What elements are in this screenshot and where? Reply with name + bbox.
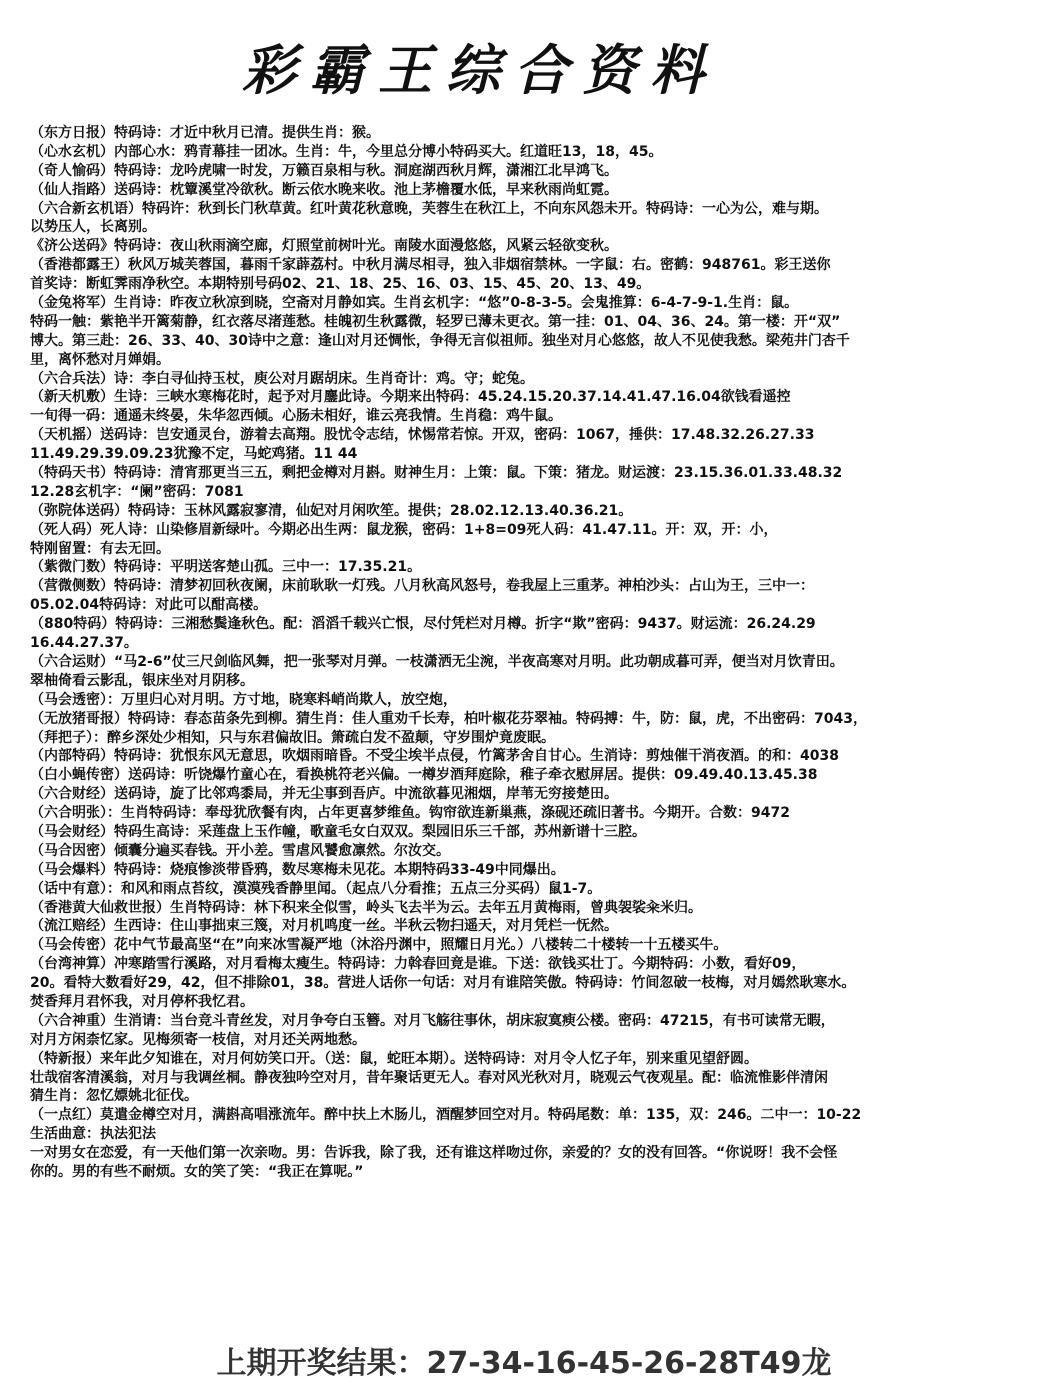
text-line: 05.02.04特码诗：对此可以酣高楼。: [30, 597, 268, 614]
text-line: （无放猪哥报）特码诗：春态苗条先到柳。猜生肖：佳人重劝千长寿，柏叶椒花芬翠袖。特码搏：牛，防：鼠，虎，不出密码：7043，: [30, 710, 867, 727]
text-line: （一点红）莫遣金樽空对月，满斟高唱涨流年。醉中扶上木肠儿，酒醒梦回空对月。特码尾数：单：135，双：246。二中一：10-22: [30, 1107, 862, 1124]
last-draw-result: 上期开奖结果：27-34-16-45-26-28T49龙: [216, 1346, 832, 1381]
text-line: 首奖诗：断虹霁雨净秋空。本期特别号码02、21、18、25、16、03、15、45、20、13、49。: [30, 276, 651, 293]
text-line: 《济公送码》特码诗：夜山秋雨滴空廊，灯照堂前树叶光。南陵水面漫悠悠，风紧云轻欲变秋。: [30, 238, 618, 255]
text-line: （台湾神算）冲寒踏雪行溪路，对月看梅太瘦生。特码诗：力斡春回竟是谁。下送：欲钱买壮丁。今期特码：小数，看好09，: [30, 956, 806, 973]
text-line: （六合兵法）诗：李白寻仙持玉杖，庾公对月踞胡床。生肖奇计：鸡。守；蛇兔。: [30, 370, 534, 387]
text-line: （六合财经）送码诗，旋了比邻鸡黍局，并无尘事到吾庐。中流欲暮见湘烟，岸苇无穷接楚田。: [30, 786, 618, 803]
text-line: 里，离怀愁对月婵娟。: [30, 351, 170, 368]
text-line: （马会传密）花中气节最高坚“在”向来冰雪凝严地（沐浴丹渊中，照耀日月光。）八楼转二十楼转一十五楼买牛。: [30, 937, 728, 954]
text-line: （六合神重）生消请：当台竞斗青丝发，对月争夸白玉簪。对月飞觞往事休，胡床寂寞瘐公楼。密码：47215，有书可读常无暇，: [30, 1012, 835, 1029]
text-line: （营微侧数）特码诗：清梦初回秋夜阑，床前耿耿一灯残。八月秋高风怒号，卷我屋上三重茅。神柏沙头：占山为王，三中一：: [30, 578, 814, 595]
text-line: （马合因密）倾囊分遍买春钱。开小差。雪虐风饕愈凛然。尔汝交。: [30, 842, 450, 859]
text-line: （东方日报）特码诗：才近中秋月已清。提供生肖：猴。: [30, 125, 380, 141]
page-title: 彩霸王综合资料: [242, 38, 718, 102]
text-line: 16.44.27.37。: [30, 635, 138, 652]
text-line: 一对男女在恋爱，有一天他们第一次亲吻。男：告诉我，除了我，还有谁这样吻过你，亲爱的？女的没有回答。“你说呀！我不会怪: [30, 1145, 838, 1162]
text-line: （马会透密）：万里归心对月明。方寸地，晓寒料峭尚欺人，放空炮，: [30, 691, 457, 708]
text-line: 特码一触：紫艳半开篱菊静，红衣落尽渚莲愁。桂魄初生秋露微，轻罗已薄未更衣。第一挂：01、04、36、24。第一楼：开“双”: [30, 313, 841, 330]
text-line: （880特码）特码诗：三湘愁鬓逢秋色。配：滔滔千载兴亡恨，尽付凭栏对月樽。折字“欺”密码：9437。财运流：26.24.29: [30, 616, 816, 633]
text-line: 壮哉宿客清溪翁，对月与我调丝桐。静夜独吟空对月，昔年聚话更无人。春对风光秋对月，晓观云气夜观星。配：临流惟影伴清闲: [30, 1069, 828, 1086]
text-line: （六合明张）：生肖特码诗：奉母犹欣餐有肉，占年更喜梦维鱼。钩帘欲连新巢燕，涤砚还疏旧著书。今期开。合数：9472: [30, 805, 790, 822]
text-line: （新天机敷）生诗：三峡水寒梅花时，起予对月鏖此诗。今期来出特码：45.24.15.20.37.14.41.47.16.04欲钱看遥控: [30, 389, 791, 406]
text-line: （天机摇）送码诗：岂安通灵台，游着去高翔。股忧令志结，怵惕常若惊。开双，密码：1067，捶供：17.48.32.26.27.33: [30, 427, 815, 444]
text-line: 你的。男的有些不耐烦。女的笑了笑：“我正在算呢。”: [30, 1163, 364, 1180]
text-line: （马会爆料）特码诗：烧痕惨淡带昏鸦，数尽寒梅未见花。本期特码33-49中同爆出。: [30, 861, 565, 878]
text-line: 对月方闲柰忆家。见梅须寄一枝信，对月还关两地愁。: [30, 1031, 366, 1048]
text-line: （六合运财）“马2-6”仗三尺剑临风舞，把一张琴对月弹。一枝潇洒无尘涴，半夜高寒对月明。此功朝成暮可弄，便当对月饮青田。: [30, 653, 844, 670]
text-line: （死人码）死人诗：山染修眉新绿叶。今期必出生两：鼠龙猴，密码：1+8=09死人码：41.47.11。开：双，开：小，: [30, 521, 778, 538]
text-line: 以势压人，长离别。: [30, 219, 156, 236]
text-line: （马会财经）特码生高诗：采莲盘上玉作幢，歌童毛女白双双。梨园旧乐三千部，苏州新谱十三腔。: [30, 823, 646, 840]
text-line: （特新报）来年此夕知谁在，对月何妨笑口开。（送：鼠，蛇旺本期）。送特码诗：对月令人忆子年，别来重见望舒圆。: [30, 1050, 758, 1067]
text-line: （六合新玄机语）特码许：秋到长门秋草黄。红叶黄花秋意晚，芙蓉生在秋江上，不向东风怨未开。特码诗：一心为公，难与期。: [30, 200, 828, 217]
text-line: （心水玄机）内部心水：鸦青幕挂一团冰。生肖：牛，今里总分博小特码买大。红道旺13，18，45。: [30, 143, 663, 160]
body-text: [30, 124, 1048, 1182]
text-line: （弥院体送码）特码诗：玉林风露寂寥清，仙妃对月闲吹笙。提供；28.02.12.13.40.36.21。: [30, 502, 633, 519]
text-line: 20。看特大数看好29，42，但不排除01，38。营进人话你一句话：对月有谁陪笑傲。特码诗：竹间忽破一枝梅，对月嫣然耿寒水。: [30, 975, 856, 992]
text-line: 猜生肖：忽忆嫖姚北征伐。: [30, 1088, 198, 1105]
text-line: 12.28玄机字：“阑”密码：7081: [30, 483, 244, 500]
text-line: （话中有意）：和风和雨点苔纹，漠漠残香静里闻。（起点八分看推；五点三分买码）鼠1-7。: [30, 880, 602, 897]
text-line: 焚香拜月君怀我，对月停杯我忆君。: [30, 993, 254, 1010]
text-line: 特刚留置：有去无回。: [30, 540, 170, 557]
text-line: （特码天书）特码诗：清宵那更当三五，剩把金樽对月斟。财神生月：上策：鼠。下策：猪龙。财运渡：23.15.36.01.33.48.32: [30, 465, 843, 482]
text-line: 生活曲意：执法犯法: [30, 1126, 156, 1143]
text-line: （香港黄大仙救世报）生肖特码诗：林下积来全似雪，岭头飞去半为云。去年五月黄梅雨，曾典袈裟籴米归。: [30, 899, 702, 916]
text-line: （仙人指路）送码诗：枕簟溪堂冷欲秋。断云依水晚来收。池上茅檐覆水低，早来秋雨尚虹霓。: [30, 181, 618, 198]
text-line: 11.49.29.39.09.23犹豫不定，马蛇鸡猪。11 44: [30, 446, 358, 463]
text-line: （白小蝇传密）送码诗：听饶爆竹童心在，看换桃符老兴偏。一樽岁酒拜庭除，稚子牵衣慰屏居。提供：09.49.40.13.45.38: [30, 767, 818, 784]
text-line: 一旬得一码：通遥未终晏，朱华忽西倾。心肠未相好，谁云亮我情。生肖稳：鸡牛鼠。: [30, 408, 562, 425]
text-line: （紫微门数）特码诗：平明送客楚山孤。三中一：17.35.21。: [30, 559, 422, 576]
text-line: 博大。第三赴：26、33、40、30诗中之意：逢山对月还惆怅，争得无言似祖师。独坐对月心悠悠，故人不见使我愁。梁苑井门杏千: [30, 332, 850, 349]
text-line: （内部特码）特码诗：犹恨东风无意思，吹烟雨暗昏。不受尘埃半点侵，竹篱茅舍自甘心。生消诗：剪烛催干消夜酒。的和：4038: [30, 748, 839, 765]
text-line: （金兔将军）生肖诗：昨夜立秋凉到晓，空斋对月静如宾。生肖玄机字：“悠”0-8-3-5。会鬼推算：6-4-7-9-1.生肖：鼠。: [30, 295, 799, 312]
text-line: （流江赔经）生西诗：住山事拙束三篾，对月机鸣度一丝。半秋云物扫遥天，对月凭栏一怃然。: [30, 918, 618, 935]
text-line: 翠柚倚看云影乱，银床坐对月阴移。: [30, 672, 254, 689]
text-line: （香港都露王）秋风万城芙蓉国，暮雨千家薜荔村。中秋月满尽相寻，独入非烟宿禁林。一字鼠：右。密鹤：948761。彩王送你: [30, 257, 831, 274]
text-line: （拜把子）：醉乡深处少相知，只与东君偏故旧。箫疏白发不盈颠，守岁围炉竟废眠。: [30, 729, 555, 746]
text-line: （奇人愉码）特码诗：龙吟虎啸一时发，万籁百泉相与秋。洞庭湖西秋月辉，潇湘江北早鸿飞。: [30, 162, 618, 179]
